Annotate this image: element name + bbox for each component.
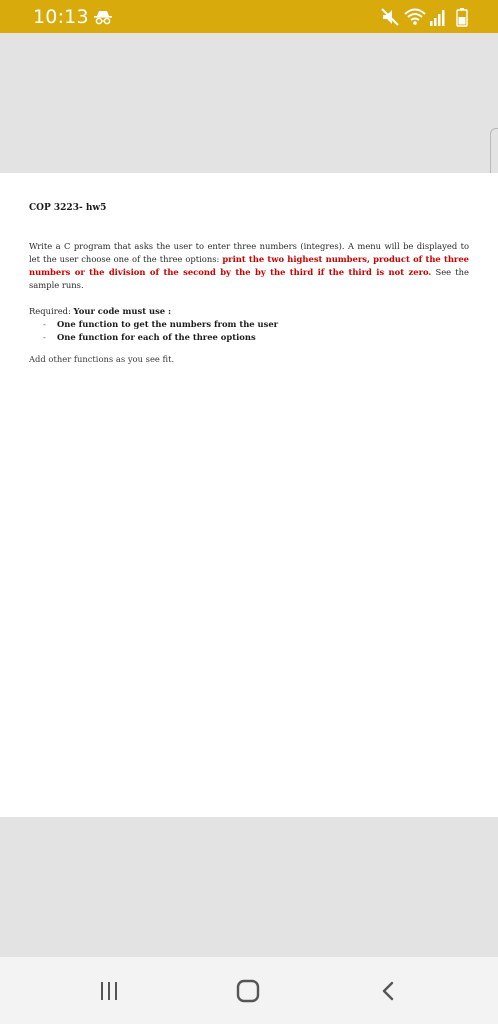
intro-highlight: print the two highest numbers, product of the three numbers or the division of the second by the by the third if the third is not zero. bbox=[29, 254, 469, 277]
requirements-heading bbox=[29, 306, 469, 316]
requirements-list bbox=[43, 318, 469, 344]
wifi-icon bbox=[404, 7, 426, 27]
back-button[interactable] bbox=[368, 975, 408, 1007]
intro-tail: See the sample runs. bbox=[29, 267, 469, 290]
list-item: - One function for each of the three options bbox=[43, 332, 256, 342]
status-time: 10:13 bbox=[33, 6, 89, 28]
status-bar bbox=[0, 0, 498, 33]
document-content bbox=[29, 203, 469, 364]
required-bold: Your code must use : bbox=[73, 306, 172, 316]
incognito-spy-icon bbox=[93, 9, 113, 30]
back-icon bbox=[377, 980, 399, 1002]
home-icon bbox=[235, 978, 261, 1004]
required-label: Required: bbox=[29, 306, 74, 316]
document-title: COP 3223- hw5 bbox=[29, 203, 107, 213]
intro-text: Write a C program that asks the user to enter three numbers (integres). A menu will be displayed to let the user choose one of the three options: bbox=[29, 241, 469, 264]
battery-icon bbox=[456, 7, 468, 27]
assignment-description bbox=[29, 240, 469, 292]
mute-icon bbox=[380, 7, 400, 27]
home-button[interactable] bbox=[228, 975, 268, 1007]
document-page bbox=[0, 173, 498, 817]
signal-icon bbox=[428, 7, 448, 27]
document-footer: Add other functions as you see fit. bbox=[29, 354, 175, 364]
list-item: - One function to get the numbers from the user bbox=[43, 319, 279, 329]
viewer-background-bottom bbox=[0, 817, 498, 957]
recent-apps-button[interactable] bbox=[89, 975, 129, 1007]
viewer-background-top bbox=[0, 33, 498, 173]
recent-apps-icon bbox=[98, 980, 120, 1002]
navigation-bar bbox=[0, 957, 498, 1024]
